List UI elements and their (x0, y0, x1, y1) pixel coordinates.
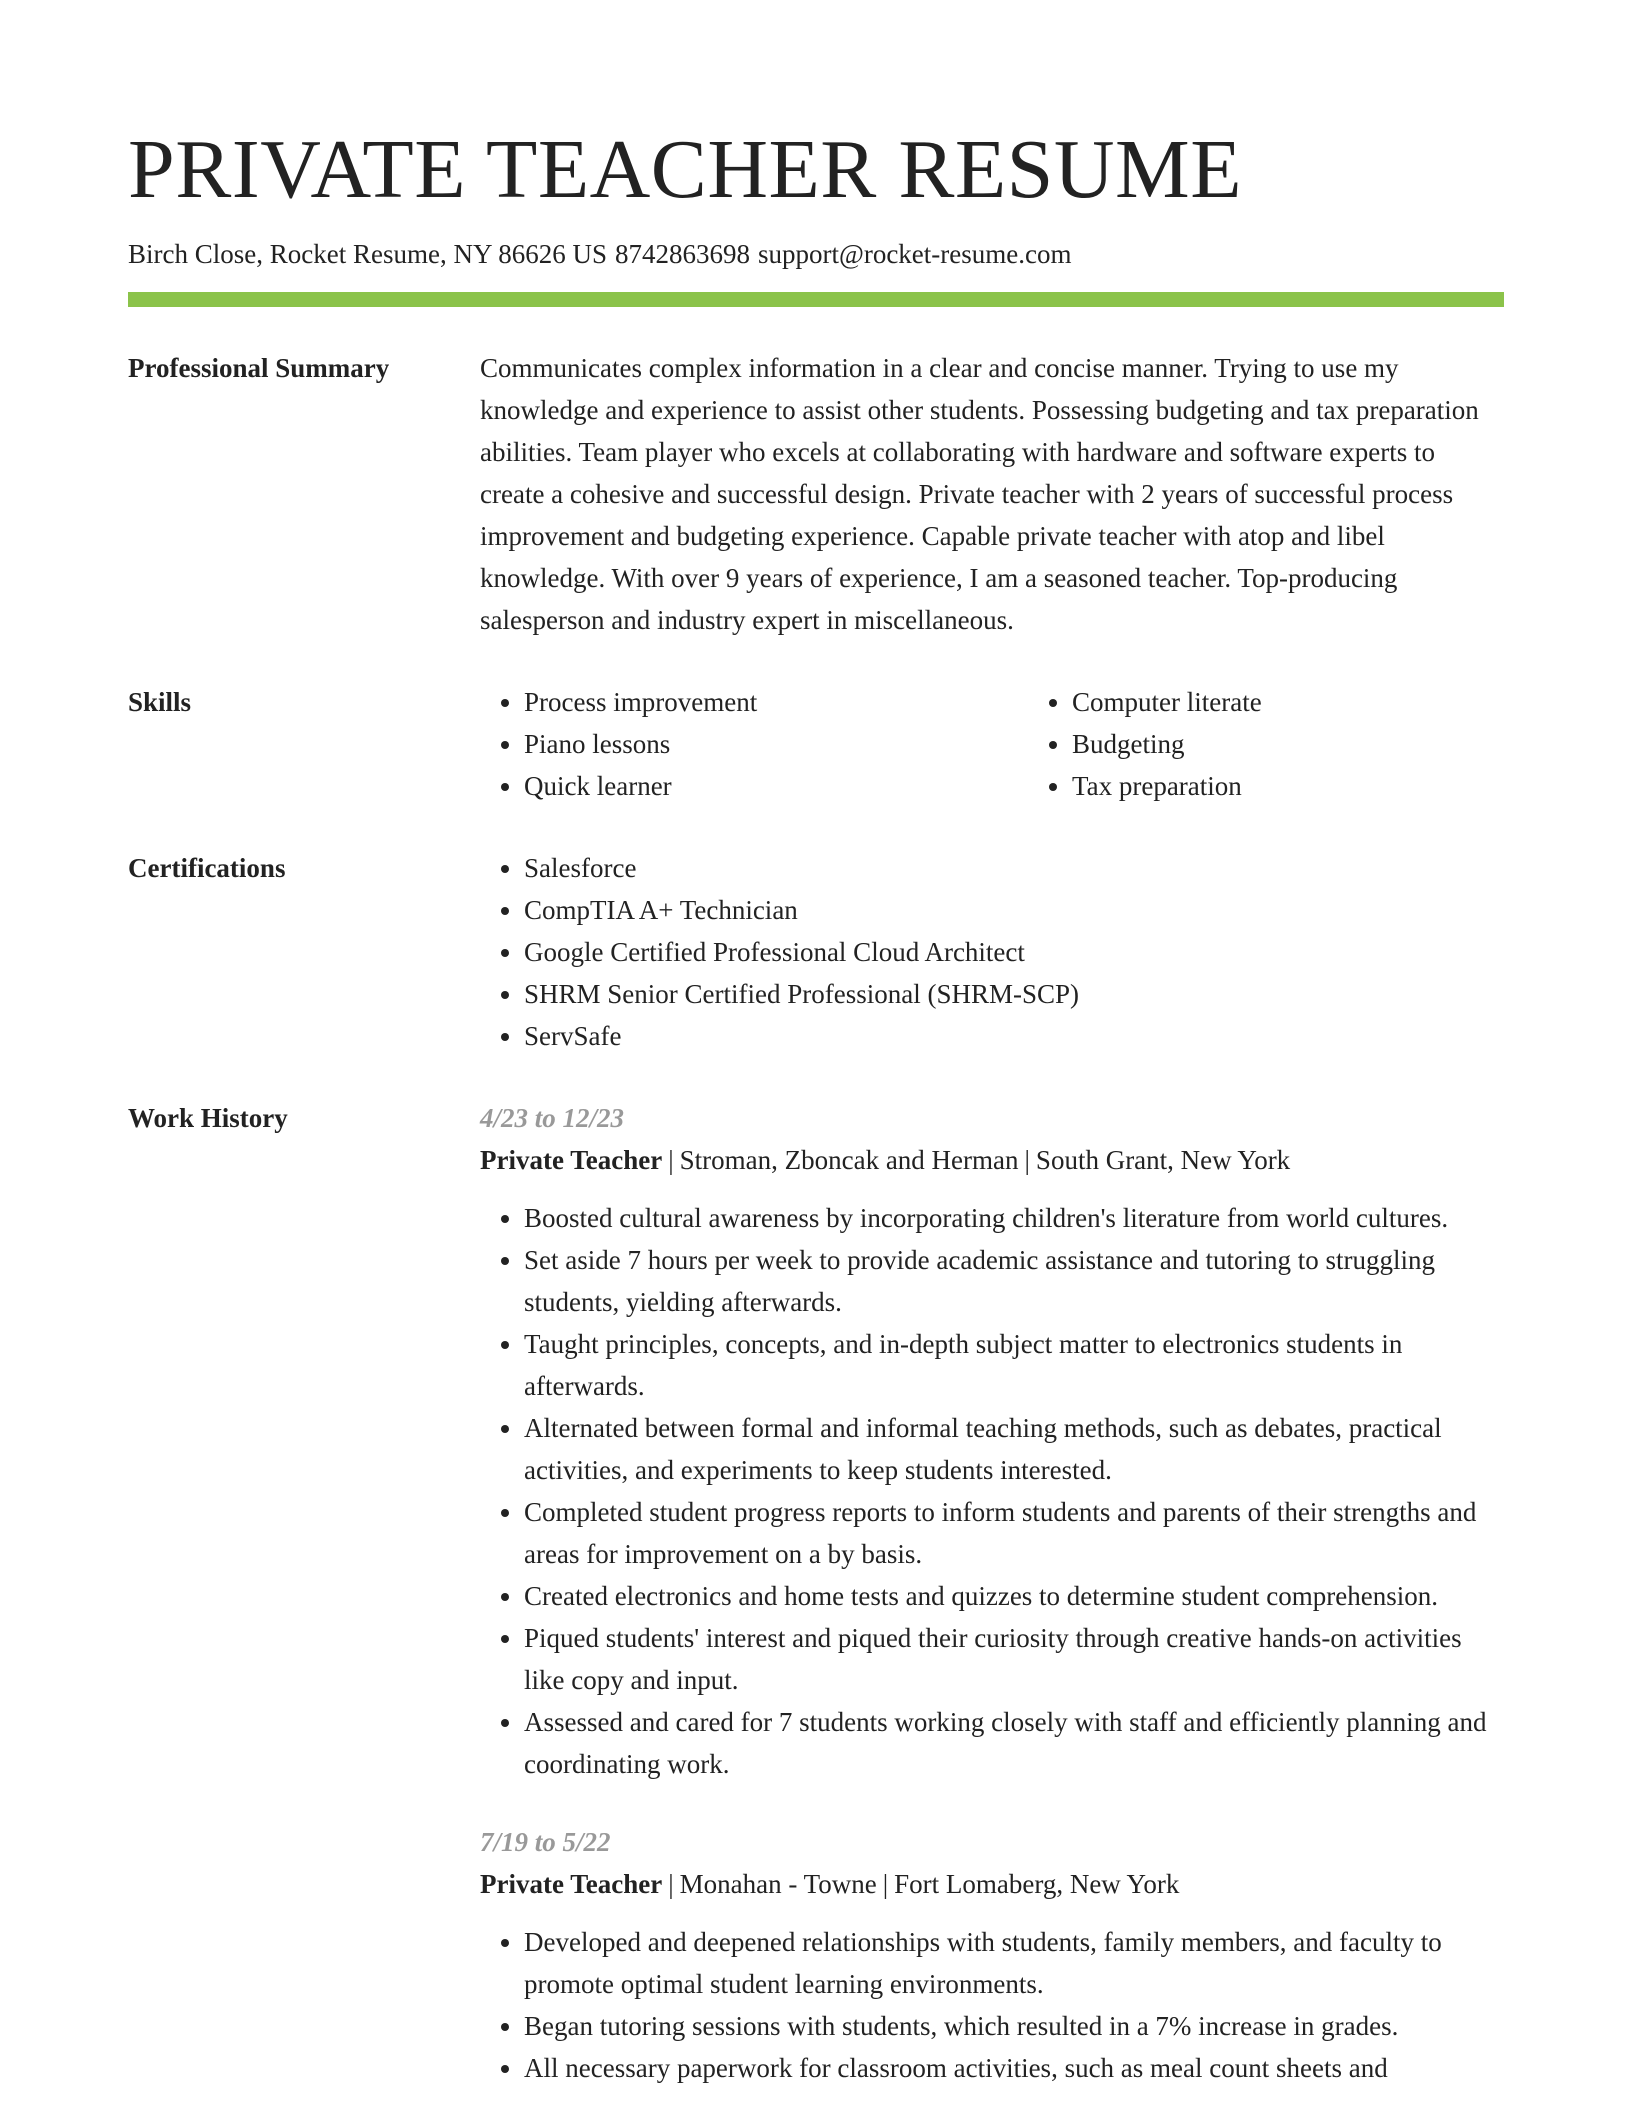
separator: | (882, 1869, 889, 1899)
skill-item: • Computer literate (1072, 681, 1576, 723)
skills-section (128, 681, 1504, 807)
job-location: South Grant, New York (1035, 1145, 1291, 1175)
job-entry (480, 1821, 1504, 2089)
skill-item: • Quick learner (524, 765, 1028, 807)
certifications-list (480, 847, 1504, 1057)
certification-item: • SHRM Senior Certified Professional (SHRM-SCP) (524, 973, 1504, 1015)
contact-phone: 8742863698 (614, 239, 750, 269)
summary-body (480, 347, 1504, 641)
job-bullet: • Assessed and cared for 7 students working closely with staff and efficiently planning and coordinating work. (524, 1701, 1504, 1785)
skill-item: • Tax preparation (1072, 765, 1576, 807)
job-bullet: • Set aside 7 hours per week to provide academic assistance and tutoring to struggling students, yielding afterwards. (524, 1239, 1504, 1323)
separator: | (1024, 1145, 1030, 1175)
job-heading (480, 1863, 1504, 1905)
job-bullets (480, 1197, 1504, 1785)
section-heading-work-history: Work History (128, 1103, 288, 1133)
certification-item: • ServSafe (524, 1015, 1504, 1057)
job-bullet: • All necessary paperwork for classroom activities, such as meal count sheets and (524, 2047, 1504, 2089)
job-title: Private Teacher (480, 1145, 663, 1175)
job-bullets (480, 1921, 1504, 2089)
skills-list-right (1028, 681, 1576, 807)
job-title: Private Teacher (480, 1869, 663, 1899)
accent-divider (128, 292, 1504, 307)
job-dates: 7/19 to 5/22 (480, 1827, 611, 1857)
work-history-body (480, 1097, 1504, 2089)
skill-item: • Budgeting (1072, 723, 1576, 765)
job-entry (480, 1097, 1504, 1785)
job-bullet: • Taught principles, concepts, and in-depth subject matter to electronics students in afterwards. (524, 1323, 1504, 1407)
certification-item: • Salesforce (524, 847, 1504, 889)
contact-address: Birch Close, Rocket Resume, NY 86626 US (128, 239, 607, 269)
summary-text: Communicates complex information in a clear and concise manner. Trying to use my knowledge and experience to assist other students. Possessing budgeting and tax preparation abilities. Team player who excels at collaborating with hardware and software experts to create a cohesive and successful design. Private teacher with 2 years of successful process improvement and budgeting experience. Capable private teacher with atop and libel knowledge. With over 9 years of experience, I am a seasoned teacher. Top-producing salesperson and industry expert in miscellaneous. (480, 353, 1479, 635)
resume-page (128, 0, 1504, 2089)
page-title: PRIVATE TEACHER RESUME (128, 123, 1243, 216)
contact-line (128, 236, 1504, 272)
contact-email: support@rocket-resume.com (757, 239, 1072, 269)
section-heading-summary: Professional Summary (128, 353, 390, 383)
work-history-section (128, 1097, 1504, 2089)
summary-section (128, 347, 1504, 641)
job-company: Monahan - Towne (679, 1869, 877, 1899)
skills-body (480, 681, 1576, 807)
job-heading (480, 1139, 1504, 1181)
job-bullet: • Boosted cultural awareness by incorporating children's literature from world cultures. (524, 1197, 1504, 1239)
job-company: Stroman, Zboncak and Herman (679, 1145, 1019, 1175)
job-bullet: • Piqued students' interest and piqued their curiosity through creative hands-on activities like copy and input. (524, 1617, 1504, 1701)
job-bullet: • Created electronics and home tests and quizzes to determine student comprehension. (524, 1575, 1504, 1617)
certifications-body (480, 847, 1504, 1057)
job-bullet: • Began tutoring sessions with students, which resulted in a 7% increase in grades. (524, 2005, 1504, 2047)
job-bullet: • Completed student progress reports to inform students and parents of their strengths and areas for improvement on a by basis. (524, 1491, 1504, 1575)
certification-item: • CompTIA A+ Technician (524, 889, 1504, 931)
certification-item: • Google Certified Professional Cloud Architect (524, 931, 1504, 973)
job-location: Fort Lomaberg, New York (894, 1869, 1180, 1899)
section-heading-skills: Skills (128, 687, 192, 717)
section-heading-certifications: Certifications (128, 853, 286, 883)
skill-item: • Process improvement (524, 681, 1028, 723)
skills-list-left (480, 681, 1028, 807)
job-bullet: • Alternated between formal and informal teaching methods, such as debates, practical activities, and experiments to keep students interested. (524, 1407, 1504, 1491)
separator: | (668, 1145, 674, 1175)
skill-item: • Piano lessons (524, 723, 1028, 765)
job-bullet: • Developed and deepened relationships with students, family members, and faculty to promote optimal student learning environments. (524, 1921, 1504, 2005)
separator: | (668, 1869, 674, 1899)
job-dates: 4/23 to 12/23 (480, 1103, 625, 1133)
certifications-section (128, 847, 1504, 1057)
